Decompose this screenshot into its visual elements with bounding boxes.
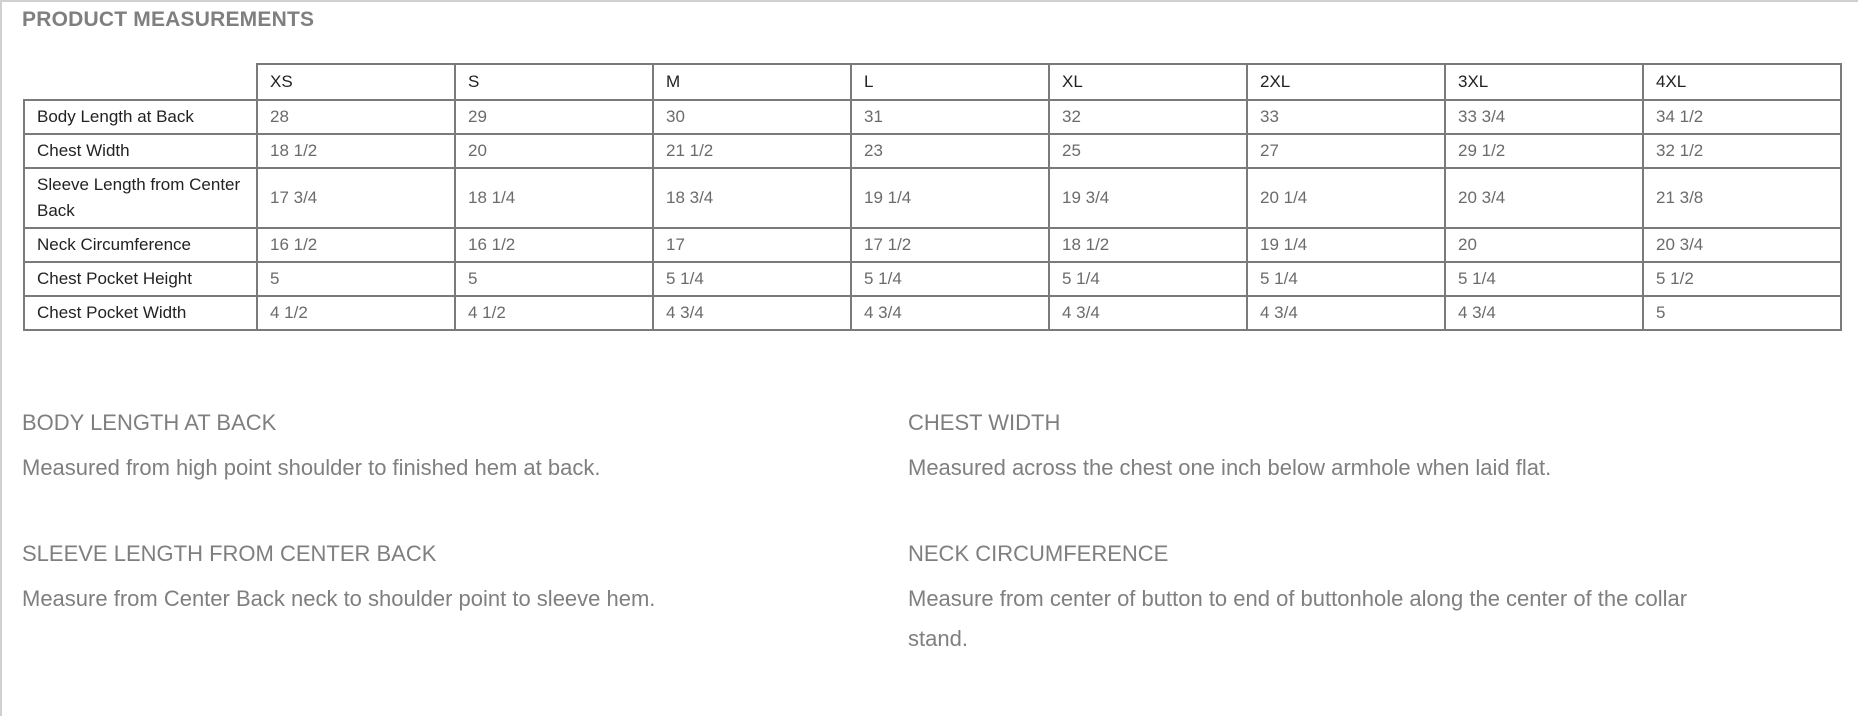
table-cell: 5: [257, 262, 455, 296]
description-text: Measured from high point shoulder to finished hem at back.: [22, 455, 601, 480]
table-cell: 21 1/2: [653, 134, 851, 168]
table-cell: 4 1/2: [455, 296, 653, 330]
table-cell: 32 1/2: [1643, 134, 1841, 168]
table-cell: 19 3/4: [1049, 168, 1247, 228]
description-title: BODY LENGTH AT BACK: [22, 410, 277, 435]
description-text: Measure from center of button to end of buttonhole along the center of the collar stand.: [908, 586, 1688, 651]
table-cell: 5: [455, 262, 653, 296]
table-cell: 20: [455, 134, 653, 168]
table-cell: 34 1/2: [1643, 100, 1841, 134]
body-length-description: [22, 408, 852, 488]
table-row: [24, 228, 1841, 262]
table-cell: 18 1/2: [257, 134, 455, 168]
table-cell: 20: [1445, 228, 1643, 262]
table-cell: 28: [257, 100, 455, 134]
chest-width-description: [908, 408, 1728, 488]
description-text: Measure from Center Back neck to shoulder point to sleeve hem.: [22, 586, 656, 611]
size-header: XS: [257, 64, 455, 100]
left-border: [0, 0, 2, 716]
table-cell: 4 3/4: [1049, 296, 1247, 330]
row-label: Sleeve Length from Center Back: [24, 168, 257, 228]
top-border: [0, 0, 1858, 2]
table-cell: 32: [1049, 100, 1247, 134]
table-cell: 31: [851, 100, 1049, 134]
size-header: M: [653, 64, 851, 100]
table-row: [24, 296, 1841, 330]
row-label: Neck Circumference: [24, 228, 257, 262]
table-row: [24, 262, 1841, 296]
table-cell: 20 1/4: [1247, 168, 1445, 228]
table-cell: 29 1/2: [1445, 134, 1643, 168]
table-cell: 25: [1049, 134, 1247, 168]
table-cell: 18 1/2: [1049, 228, 1247, 262]
table-cell: 5 1/4: [1445, 262, 1643, 296]
table-cell: 18 3/4: [653, 168, 851, 228]
section-title: PRODUCT MEASUREMENTS: [22, 8, 315, 31]
table-row: [24, 100, 1841, 134]
table-cell: 4 3/4: [1247, 296, 1445, 330]
size-header: L: [851, 64, 1049, 100]
table-cell: 33: [1247, 100, 1445, 134]
table-cell: 4 3/4: [1445, 296, 1643, 330]
size-header: S: [455, 64, 653, 100]
table-cell: 16 1/2: [455, 228, 653, 262]
row-label: Chest Pocket Width: [24, 296, 257, 330]
table-cell: 17 3/4: [257, 168, 455, 228]
table-cell: 27: [1247, 134, 1445, 168]
table-cell: 5: [1643, 296, 1841, 330]
description-text: Measured across the chest one inch below armhole when laid flat.: [908, 455, 1552, 480]
table-cell: 5 1/4: [851, 262, 1049, 296]
table-cell: 30: [653, 100, 851, 134]
table-cell: 33 3/4: [1445, 100, 1643, 134]
sleeve-length-description: [22, 539, 852, 619]
size-header: XL: [1049, 64, 1247, 100]
table-cell: 21 3/8: [1643, 168, 1841, 228]
table-cell: 23: [851, 134, 1049, 168]
table-cell: 17 1/2: [851, 228, 1049, 262]
table-cell: 16 1/2: [257, 228, 455, 262]
description-title: CHEST WIDTH: [908, 410, 1061, 435]
header-corner: [24, 64, 257, 100]
size-header-row: [24, 64, 1841, 100]
row-label: Body Length at Back: [24, 100, 257, 134]
table-row: [24, 134, 1841, 168]
measurements-table: [23, 63, 1842, 331]
size-header: 4XL: [1643, 64, 1841, 100]
row-label: Chest Width: [24, 134, 257, 168]
row-label: Chest Pocket Height: [24, 262, 257, 296]
neck-circumference-description: [908, 539, 1728, 659]
table-cell: 20 3/4: [1643, 228, 1841, 262]
size-header: 3XL: [1445, 64, 1643, 100]
size-header: 2XL: [1247, 64, 1445, 100]
table-cell: 5 1/4: [1049, 262, 1247, 296]
table-cell: 4 3/4: [851, 296, 1049, 330]
table-cell: 20 3/4: [1445, 168, 1643, 228]
table-cell: 17: [653, 228, 851, 262]
table-cell: 4 3/4: [653, 296, 851, 330]
table-cell: 19 1/4: [1247, 228, 1445, 262]
table-cell: 18 1/4: [455, 168, 653, 228]
table-cell: 5 1/4: [1247, 262, 1445, 296]
description-title: SLEEVE LENGTH FROM CENTER BACK: [22, 541, 437, 566]
description-title: NECK CIRCUMFERENCE: [908, 541, 1169, 566]
table-cell: 29: [455, 100, 653, 134]
table-row: [24, 168, 1841, 228]
table-cell: 5 1/4: [653, 262, 851, 296]
table-cell: 4 1/2: [257, 296, 455, 330]
table-cell: 5 1/2: [1643, 262, 1841, 296]
table-cell: 19 1/4: [851, 168, 1049, 228]
